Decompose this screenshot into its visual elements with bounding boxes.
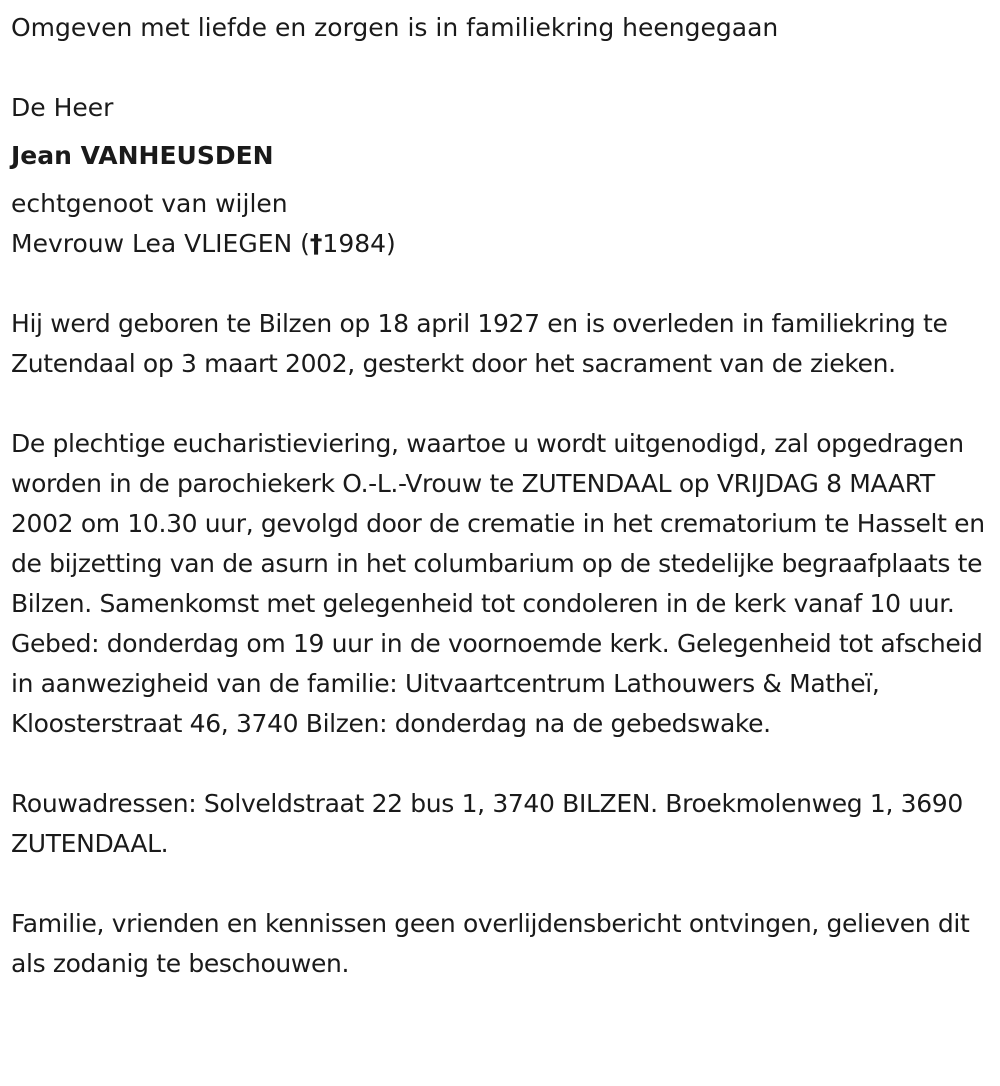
cross-icon: † xyxy=(309,229,323,258)
closing-paragraph: Familie, vrienden en kennissen geen overlijdensbericht ontvingen, gelieven dit als zodanig te beschouwen. xyxy=(11,909,970,978)
spouse-death-year: 1984) xyxy=(322,229,396,258)
honorific: De Heer xyxy=(11,93,114,122)
spouse-name: Mevrouw Lea VLIEGEN ( xyxy=(11,229,310,258)
relation-line: echtgenoot van wijlen xyxy=(11,189,288,218)
ceremony-paragraph: De plechtige eucharistieviering, waartoe u wordt uitgenodigd, zal opgedragen worden in de parochiekerk O.-L.-Vrouw te ZUTENDAAL op VRIJDAG 8 MAART 2002 om 10.30 uur, gevolgd door de crematie in het crematorium te Hasselt en de bijzetting van de asurn in het columbarium op de stedelijke begraafplaats te Bilzen. Samenkomst met gelegenheid tot condoleren in de kerk vanaf 10 uur. Gebed: donderdag om 19 uur in de voornoemde kerk. Gelegenheid tot afscheid in aanwezigheid van de familie: Uitvaartcentrum Lathouwers & Matheï, Kloosterstraat 46, 3740 Bilzen: donderdag na de gebedswake. xyxy=(11,429,985,738)
intro-line: Omgeven met liefde en zorgen is in familiekring heengegaan xyxy=(11,13,779,42)
birth-death-paragraph: Hij werd geboren te Bilzen op 18 april 1927 en is overleden in familiekring te Zutendaal op 3 maart 2002, gesterkt door het sacrament van de zieken. xyxy=(11,309,948,378)
spacer xyxy=(11,264,990,304)
deceased-name: Jean VANHEUSDEN xyxy=(11,141,274,170)
spacer xyxy=(11,744,990,784)
spacer xyxy=(11,48,990,88)
spacer xyxy=(11,384,990,424)
spouse-line xyxy=(11,224,990,264)
spacer xyxy=(11,864,990,904)
addresses-paragraph: Rouwadressen: Solveldstraat 22 bus 1, 3740 BILZEN. Broekmolenweg 1, 3690 ZUTENDAAL. xyxy=(11,789,963,858)
